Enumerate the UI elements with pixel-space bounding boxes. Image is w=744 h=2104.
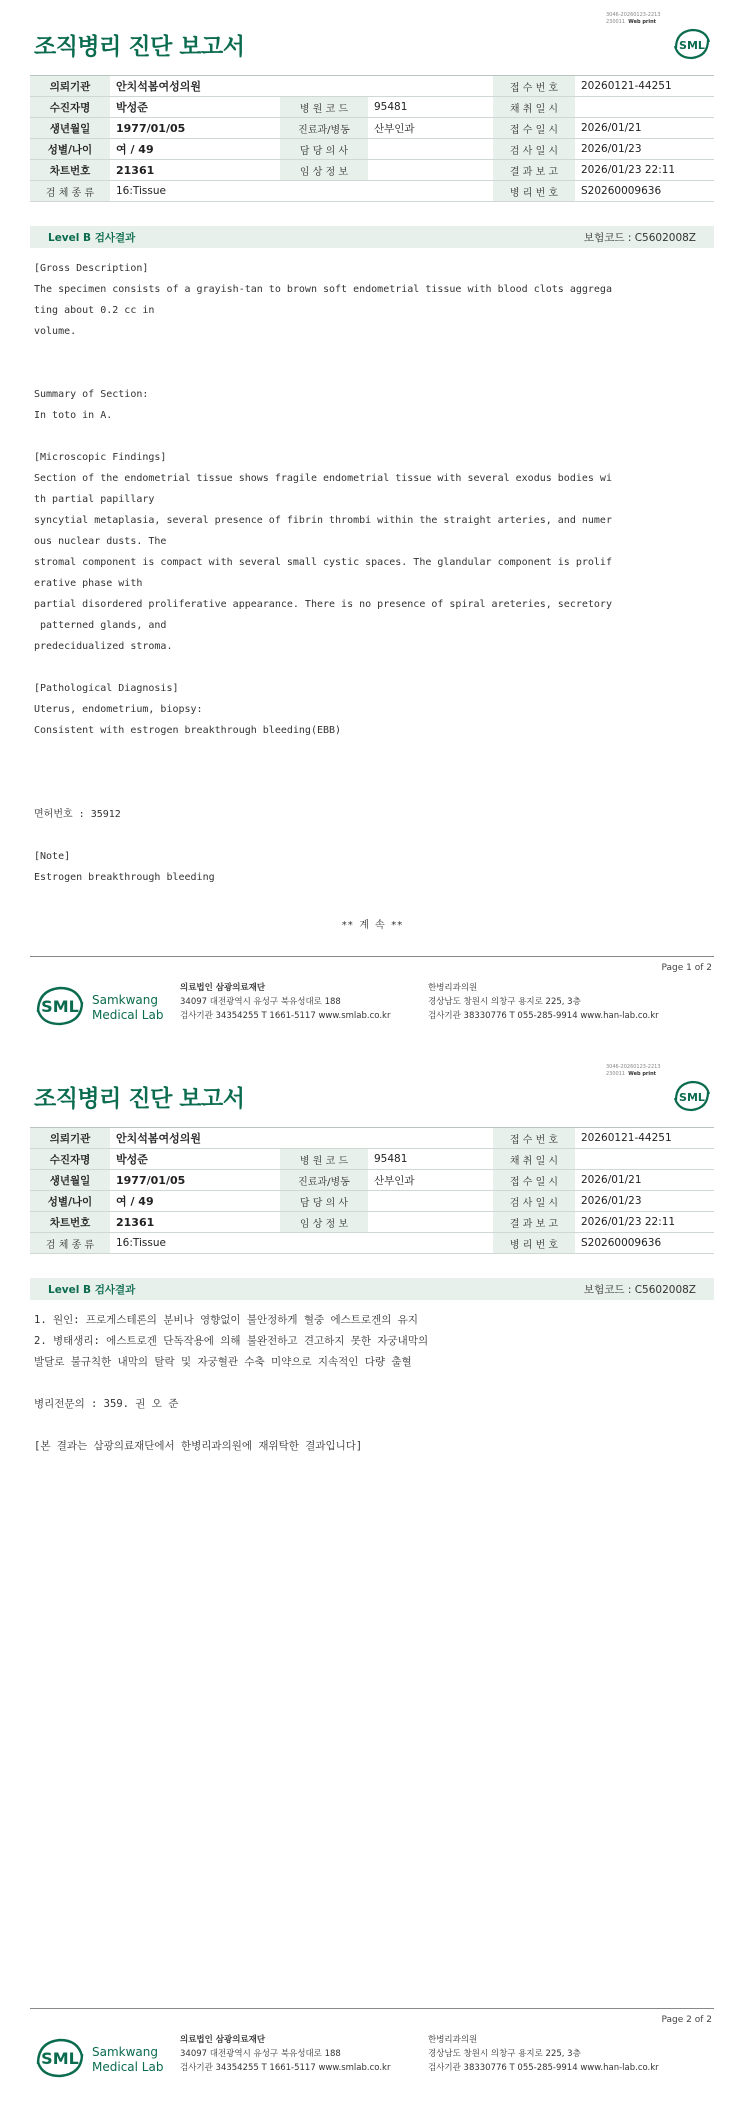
- dept-label: 진료과/병동: [280, 1170, 368, 1191]
- report-line: [34, 1373, 714, 1394]
- result-date-value: 2026/01/23 22:11: [575, 1212, 714, 1233]
- continue-marker: ** 계 속 **: [341, 920, 403, 931]
- hosp-code-value: 95481: [368, 97, 493, 118]
- org1-name: 의료법인 삼광의료재단: [180, 2035, 266, 2045]
- document-code: [606, 1064, 661, 1078]
- test-date-value: 2026/01/23: [575, 139, 714, 160]
- level-result-label: Level B 검사결과: [48, 1284, 136, 1296]
- recv-date-label: 접 수 일 시: [493, 118, 575, 139]
- dob-label: 생년월일: [30, 1170, 110, 1191]
- result-date-label: 결 과 보 고: [493, 1212, 575, 1233]
- table-row: [30, 97, 714, 118]
- logo-text: SML: [679, 39, 705, 52]
- report-line: ting about 0.2 cc in: [34, 305, 155, 316]
- recv-date-value: 2026/01/21: [575, 1170, 714, 1191]
- sex-age-label: 성별/나이: [30, 139, 110, 160]
- org1-name: 의료법인 삼광의료재단: [180, 983, 266, 993]
- hosp-code-label: 병 원 코 드: [280, 97, 368, 118]
- chart-no-label: 차트번호: [30, 1212, 110, 1233]
- doctor-label: 담 당 의 사: [280, 139, 368, 160]
- patient-label: 수진자명: [30, 97, 110, 118]
- clinical-value: [368, 160, 493, 181]
- report-line: [본 결과는 삼광의료재단에서 한병리과의원에 재위탁한 결과입니다]: [34, 1440, 363, 1452]
- clinical-value: [368, 1212, 493, 1233]
- org1-address: 34097 대전광역시 유성구 북유성대로 188: [180, 2049, 341, 2059]
- chart-no-value: 21361: [110, 1212, 280, 1233]
- specimen-value: 16:Tissue: [110, 1233, 493, 1254]
- footer-logo-name1: Samkwang: [92, 2045, 158, 2059]
- recv-date-label: 접 수 일 시: [493, 1170, 575, 1191]
- report-line: predecidualized stroma.: [34, 641, 173, 652]
- report-line: erative phase with: [34, 578, 143, 589]
- table-row: [30, 181, 714, 202]
- report-line: 병리전문의 : 359. 권 오 준: [34, 1398, 179, 1410]
- hosp-code-label: 병 원 코 드: [280, 1149, 368, 1170]
- table-row: [30, 1170, 714, 1191]
- sml-logo-icon: [672, 1078, 712, 1114]
- patient-label: 수진자명: [30, 1149, 110, 1170]
- samkwang-logo-icon: [34, 982, 164, 1028]
- code-line-2: 230011: [606, 1071, 626, 1077]
- dept-label: 진료과/병동: [280, 118, 368, 139]
- table-row: [30, 139, 714, 160]
- specimen-label: 검 체 종 류: [30, 1233, 110, 1254]
- report-line: 1. 원인: 프로게스테론의 분비나 영향없이 불안정하게 혈중 에스트로겐의 유지: [34, 1314, 418, 1326]
- table-row: [30, 118, 714, 139]
- report-line: 2. 병태생리: 에스트로겐 단독작용에 의해 불완전하고 견고하지 못한 자궁내막의: [34, 1335, 429, 1347]
- report-line: [34, 426, 714, 447]
- report-line: Uterus, endometrium, biopsy:: [34, 704, 203, 715]
- report-line: [34, 363, 714, 384]
- dept-value: 산부인과: [368, 1170, 493, 1191]
- code-line-1: 3046-20260123-2213: [606, 12, 661, 18]
- footer-logo-mark: SML: [41, 2049, 79, 2068]
- report-line: 면허번호 : 35912: [34, 809, 121, 820]
- clinical-label: 임 상 정 보: [280, 160, 368, 181]
- report-line: patterned glands, and: [34, 620, 167, 631]
- req-org-value: 안치석봄여성의원: [110, 1128, 493, 1149]
- report-line: syncytial metaplasia, several presence of fibrin thrombi within the straight arteries, and numer: [34, 515, 612, 526]
- path-no-label: 병 리 번 호: [493, 181, 575, 202]
- org2-address: 경상남도 창원시 의창구 용지로 225, 3층: [428, 2049, 581, 2059]
- report-line: [34, 1415, 714, 1436]
- dob-value: 1977/01/05: [110, 118, 280, 139]
- code-line-1: 3046-20260123-2213: [606, 1064, 661, 1070]
- specimen-value: 16:Tissue: [110, 181, 493, 202]
- org1-contact: 검사기관 34354255 T 1661-5117 www.smlab.co.kr: [180, 2063, 391, 2073]
- report-line: volume.: [34, 326, 77, 337]
- table-row: [30, 1191, 714, 1212]
- report-page-2: [0, 1052, 744, 2104]
- path-no-label: 병 리 번 호: [493, 1233, 575, 1254]
- recv-date-value: 2026/01/21: [575, 118, 714, 139]
- report-line: In toto in A.: [34, 410, 113, 421]
- sex-age-label: 성별/나이: [30, 1191, 110, 1212]
- test-date-label: 검 사 일 시: [493, 139, 575, 160]
- path-no-value: S20260009636: [575, 181, 714, 202]
- table-row: [30, 1212, 714, 1233]
- document-code: [606, 12, 661, 26]
- insurance-code: 보험코드 : C5602008Z: [583, 232, 696, 244]
- report-body-page-1: [34, 258, 714, 888]
- report-body-page-2: [34, 1310, 714, 1457]
- table-row: [30, 1128, 714, 1149]
- org2-name: 한병리과의원: [428, 2035, 478, 2045]
- org2-contact: 검사기관 38330776 T 055-285-9914 www.han-lab.co.kr: [428, 1011, 659, 1021]
- dob-value: 1977/01/05: [110, 1170, 280, 1191]
- table-row: [30, 76, 714, 97]
- report-line: [Pathological Diagnosis]: [34, 683, 179, 694]
- report-title: 조직병리 진단 보고서: [34, 1086, 245, 1112]
- sex-age-value: 여 / 49: [110, 139, 280, 160]
- footer-divider: [30, 2008, 714, 2009]
- logo-text: SML: [679, 1091, 705, 1104]
- req-org-label: 의뢰기관: [30, 76, 110, 97]
- footer-org-1: [180, 2033, 390, 2075]
- table-row: [30, 1149, 714, 1170]
- report-line: The specimen consists of a grayish-tan to brown soft endometrial tissue with blood clots aggrega: [34, 284, 612, 295]
- collect-date-value: [575, 97, 714, 118]
- clinical-label: 임 상 정 보: [280, 1212, 368, 1233]
- result-date-label: 결 과 보 고: [493, 160, 575, 181]
- report-line: partial disordered proliferative appearance. There is no presence of spiral areteries, secretory: [34, 599, 612, 610]
- recv-no-value: 20260121-44251: [575, 76, 714, 97]
- report-line: [34, 825, 714, 846]
- chart-no-label: 차트번호: [30, 160, 110, 181]
- footer-logo-name1: Samkwang: [92, 993, 158, 1007]
- org2-contact: 검사기관 38330776 T 055-285-9914 www.han-lab.co.kr: [428, 2063, 659, 2073]
- org2-address: 경상남도 창원시 의창구 용지로 225, 3층: [428, 997, 581, 1007]
- patient-value: 박성준: [110, 1149, 280, 1170]
- report-line: ous nuclear dusts. The: [34, 536, 167, 547]
- path-no-value: S20260009636: [575, 1233, 714, 1254]
- test-date-value: 2026/01/23: [575, 1191, 714, 1212]
- chart-no-value: 21361: [110, 160, 280, 181]
- report-line: [34, 342, 714, 363]
- report-line: [Note]: [34, 851, 71, 862]
- report-line: [34, 657, 714, 678]
- report-title: 조직병리 진단 보고서: [34, 34, 245, 60]
- specimen-label: 검 체 종 류: [30, 181, 110, 202]
- result-date-value: 2026/01/23 22:11: [575, 160, 714, 181]
- recv-no-label: 접 수 번 호: [493, 1128, 575, 1149]
- table-row: [30, 1233, 714, 1254]
- footer-logo-mark: SML: [41, 997, 79, 1016]
- footer-divider: [30, 956, 714, 957]
- sex-age-value: 여 / 49: [110, 1191, 280, 1212]
- level-result-label: Level B 검사결과: [48, 232, 136, 244]
- collect-date-label: 채 취 일 시: [493, 1149, 575, 1170]
- patient-info-table: [30, 75, 714, 202]
- dob-label: 생년월일: [30, 118, 110, 139]
- samkwang-logo-icon: [34, 2034, 164, 2080]
- patient-info-table: [30, 1127, 714, 1254]
- level-result-bar: [30, 226, 714, 248]
- test-date-label: 검 사 일 시: [493, 1191, 575, 1212]
- table-row: [30, 160, 714, 181]
- sml-logo-icon: [672, 26, 712, 62]
- report-line: 발달로 불규칙한 내막의 탈락 및 자궁혈관 수축 미약으로 지속적인 다량 출혈: [34, 1356, 412, 1368]
- report-line: [34, 741, 714, 762]
- footer-org-1: [180, 981, 390, 1023]
- footer-logo-name2: Medical Lab: [92, 2060, 164, 2074]
- report-line: Summary of Section:: [34, 389, 149, 400]
- doctor-label: 담 당 의 사: [280, 1191, 368, 1212]
- collect-date-value: [575, 1149, 714, 1170]
- report-line: [Gross Description]: [34, 263, 149, 274]
- report-line: [34, 762, 714, 783]
- recv-no-label: 접 수 번 호: [493, 76, 575, 97]
- report-line: Section of the endometrial tissue shows fragile endometrial tissue with several exodus bodies wi: [34, 473, 612, 484]
- org1-contact: 검사기관 34354255 T 1661-5117 www.smlab.co.kr: [180, 1011, 391, 1021]
- req-org-value: 안치석봄여성의원: [110, 76, 493, 97]
- collect-date-label: 채 취 일 시: [493, 97, 575, 118]
- footer-logo-name2: Medical Lab: [92, 1008, 164, 1022]
- org2-name: 한병리과의원: [428, 983, 478, 993]
- report-line: [Microscopic Findings]: [34, 452, 167, 463]
- code-print: Web print: [628, 19, 657, 25]
- code-line-2: 230011: [606, 19, 626, 25]
- level-result-bar: [30, 1278, 714, 1300]
- insurance-code: 보험코드 : C5602008Z: [583, 1284, 696, 1296]
- doctor-value: [368, 1191, 493, 1212]
- patient-value: 박성준: [110, 97, 280, 118]
- page-number: Page 1 of 2: [661, 963, 712, 973]
- report-line: Consistent with estrogen breakthrough bleeding(EBB): [34, 725, 342, 736]
- code-print: Web print: [628, 1071, 657, 1077]
- report-line: stromal component is compact with several small cystic spaces. The glandular component is prolif: [34, 557, 612, 568]
- org1-address: 34097 대전광역시 유성구 북유성대로 188: [180, 997, 341, 1007]
- dept-value: 산부인과: [368, 118, 493, 139]
- page-number: Page 2 of 2: [661, 2015, 712, 2025]
- report-line: [34, 783, 714, 804]
- hosp-code-value: 95481: [368, 1149, 493, 1170]
- doctor-value: [368, 139, 493, 160]
- report-line: Estrogen breakthrough bleeding: [34, 872, 215, 883]
- footer-org-2: [428, 2033, 659, 2075]
- recv-no-value: 20260121-44251: [575, 1128, 714, 1149]
- report-line: th partial papillary: [34, 494, 155, 505]
- req-org-label: 의뢰기관: [30, 1128, 110, 1149]
- footer-org-2: [428, 981, 659, 1023]
